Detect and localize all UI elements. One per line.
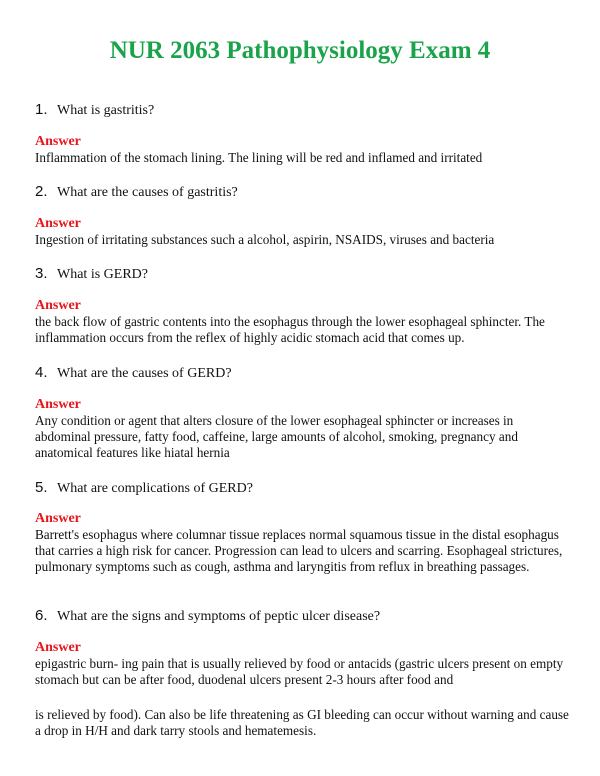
answer-label: Answer (35, 397, 81, 412)
question-text: What are the signs and symptoms of peptic ulcer disease? (57, 609, 381, 624)
answer-label: Answer (35, 298, 81, 313)
question-text: What is GERD? (57, 267, 148, 282)
answer-6: epigastric burn- ing pain that is usually relieved by food or antacids (gastric ulcers present on empty stomach but can be after food, duodenal ulcers present 2-3 hours after food and (35, 656, 564, 687)
answer-label: Answer (35, 134, 81, 149)
answer-label: Answer (35, 640, 81, 655)
answer-3: the back flow of gastric contents into the esophagus through the lower esophageal sphincter. The inflammation occurs from the reflex of highly acidic stomach acid that comes up. (35, 314, 545, 345)
question-number: 1. (35, 101, 48, 118)
question-number: 5. (35, 479, 48, 496)
question-text: What are the causes of gastritis? (57, 185, 238, 200)
question-6 (35, 607, 380, 626)
answer-label: Answer (35, 216, 81, 231)
question-number: 6. (35, 607, 48, 624)
question-text: What are the causes of GERD? (57, 366, 232, 381)
question-1 (35, 101, 154, 120)
question-text: What is gastritis? (57, 103, 155, 118)
answer-2: Ingestion of irritating substances such a alcohol, aspirin, NSAIDS, viruses and bacteria (35, 232, 495, 247)
document-title: NUR 2063 Pathophysiology Exam 4 (109, 37, 491, 64)
question-number: 4. (35, 364, 48, 381)
question-2 (35, 183, 238, 202)
question-text: What are complications of GERD? (57, 481, 253, 496)
question-3 (35, 265, 148, 284)
question-4 (35, 364, 232, 383)
answer-5: Barrett's esophagus where columnar tissue replaces normal squamous tissue in the distal esophagus that carries a high risk for cancer. Progression can lead to ulcers and scarring. Esophageal strictures, pulmonary symptoms such as cough, asthma and laryngitis from reflux in breathing passages. (35, 527, 563, 574)
answer-label: Answer (35, 511, 81, 526)
answer-1: Inflammation of the stomach lining. The lining will be red and inflamed and irritated (35, 150, 483, 165)
question-number: 2. (35, 183, 48, 200)
question-5 (35, 479, 253, 498)
question-number: 3. (35, 265, 48, 282)
answer-4: Any condition or agent that alters closure of the lower esophageal sphincter or increases in abdominal pressure, fatty food, caffeine, large amounts of alcohol, smoking, pregnancy and anatomical features like hiatal hernia (35, 413, 518, 460)
answer-6-continued: is relieved by food). Can also be life threatening as GI bleeding can occur without warning and cause a drop in H/H and dark tarry stools and hematemesis. (35, 707, 569, 738)
